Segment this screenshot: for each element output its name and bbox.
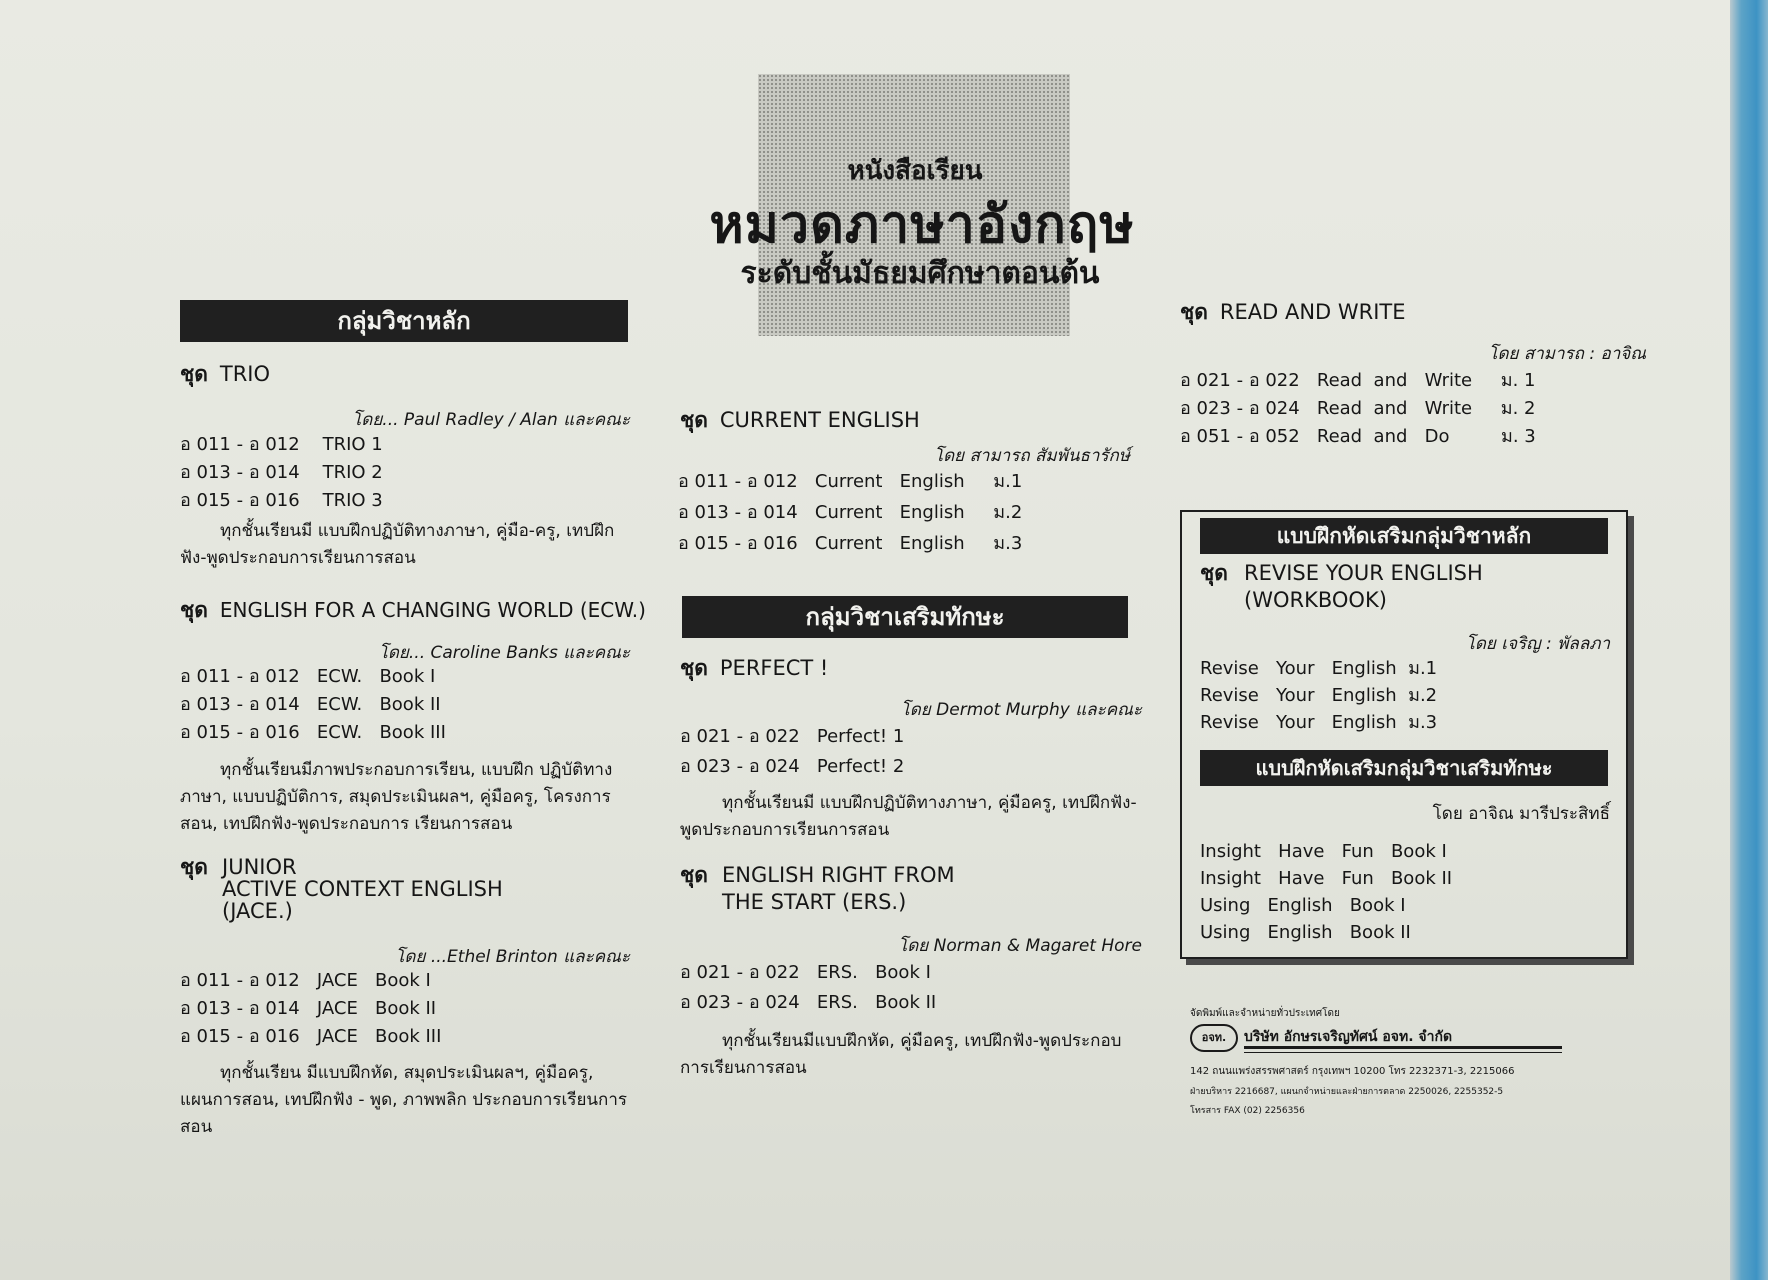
list-item: อ 011 - อ 012 JACE Book I <box>180 970 431 991</box>
series-current <box>680 404 920 437</box>
list-item: อ 015 - อ 016 TRIO 3 <box>180 490 383 511</box>
series-ecw <box>180 594 646 627</box>
byline-ecw: โดย... Caroline Banks และคณะ <box>378 643 630 663</box>
list-item: อ 015 - อ 016 JACE Book III <box>180 1026 442 1047</box>
series-prefix: ชุด <box>180 598 208 622</box>
byline-insight: โดย อาจิณ มารีประสิทธิ์ <box>1432 804 1610 824</box>
list-item: อ 023 - อ 024 ERS. Book II <box>680 992 937 1013</box>
series-title-line: (WORKBOOK) <box>1244 588 1387 612</box>
byline-jace: โดย ...Ethel Brinton และคณะ <box>395 947 630 967</box>
series-title-line: REVISE YOUR ENGLISH <box>1244 561 1483 585</box>
series-title-line: (JACE.) <box>222 899 293 923</box>
list-item: อ 013 - อ 014 ECW. Book II <box>180 694 441 715</box>
series-title: ENGLISH FOR A CHANGING WORLD (ECW.) <box>219 598 646 622</box>
series-prefix: ชุด <box>180 362 208 386</box>
items-ers <box>680 958 936 1018</box>
list-item: อ 015 - อ 016 Current English ม.3 <box>678 533 1023 554</box>
list-item: อ 021 - อ 022 ERS. Book I <box>680 962 931 983</box>
group-bar-core: กลุ่มวิชาหลัก <box>180 300 628 342</box>
note-jace: ทุกชั้นเรียน มีแบบฝึกหัด, สมุดประเมินผลฯ, คู่มือครู, แผนการสอน, เทปฝึกฟัง - พูด, ภาพพลิก ประกอบการเรียนการสอน <box>180 1063 628 1137</box>
book-cover-edge <box>1730 0 1768 1280</box>
publisher-distribution-note: จัดพิมพ์และจำหน่ายทั่วประเทศโดย <box>1190 1008 1340 1019</box>
series-title: READ AND WRITE <box>1219 300 1406 324</box>
list-item: อ 011 - อ 012 TRIO 1 <box>180 434 383 455</box>
byline-current: โดย สามารถ สัมพันธารักษ์ <box>934 446 1130 466</box>
series-prefix: ชุด <box>180 855 208 879</box>
workbook-bar-core: แบบฝึกหัดเสริมกลุ่มวิชาหลัก <box>1200 518 1608 554</box>
byline-trio: โดย... Paul Radley / Alan และคณะ <box>352 410 630 430</box>
list-item: Insight Have Fun Book II <box>1200 868 1453 889</box>
header-small-title: หนังสือเรียน <box>847 156 983 186</box>
byline-ers: โดย Norman & Magaret Hore <box>898 936 1142 956</box>
series-read-write <box>1180 296 1406 329</box>
note-ecw: ทุกชั้นเรียนมีภาพประกอบการเรียน, แบบฝึก ปฏิบัติทางภาษา, แบบปฏิบัติการ, สมุดประเมินผลฯ, คู่มือครู, โครงการสอน, เทปฝึกฟัง-พูดประกอบการ เรียนการสอน <box>180 760 613 834</box>
publisher-rule-thin <box>1244 1052 1562 1053</box>
list-item: อ 013 - อ 014 JACE Book II <box>180 998 437 1019</box>
series-revise <box>1200 560 1483 614</box>
items-read-write <box>1180 367 1536 451</box>
series-title: PERFECT ! <box>719 656 829 680</box>
items-trio <box>180 431 383 515</box>
publisher-phones: ฝ่ายบริหาร 2216687, แผนกจำหน่ายและฝ่ายการตลาด 2250026, 2255352-5 <box>1190 1087 1504 1097</box>
publisher-fax: โทรสาร FAX (02) 2256356 <box>1190 1106 1305 1116</box>
series-title-line: ENGLISH RIGHT FROM <box>722 863 955 887</box>
series-jace <box>180 856 503 922</box>
series-prefix: ชุด <box>680 656 708 680</box>
series-title-line: THE START (ERS.) <box>722 890 907 914</box>
items-current <box>678 466 1022 559</box>
list-item: อ 023 - อ 024 Perfect! 2 <box>680 756 905 777</box>
items-perfect <box>680 722 904 782</box>
series-prefix: ชุด <box>1180 300 1208 324</box>
list-item: อ 051 - อ 052 Read and Do ม. 3 <box>1180 426 1536 447</box>
publisher-rule <box>1244 1046 1562 1049</box>
publisher-logo <box>1190 1024 1238 1052</box>
publisher-address: 142 ถนนแพร่งสรรพศาสตร์ กรุงเทพฯ 10200 โทร 2232371-3, 2215066 <box>1190 1066 1515 1077</box>
series-perfect <box>680 652 828 685</box>
list-item: Revise Your English ม.3 <box>1200 712 1438 733</box>
list-item: อ 023 - อ 024 Read and Write ม. 2 <box>1180 398 1536 419</box>
series-title-line: JUNIOR <box>222 855 297 879</box>
series-prefix: ชุด <box>1200 561 1228 585</box>
header-subtitle: ระดับชั้นมัธยมศึกษาตอนต้น <box>740 256 1100 291</box>
publisher-name: บริษัท อักษรเจริญทัศน์ อจท. จำกัด <box>1244 1029 1453 1045</box>
list-item: อ 011 - อ 012 Current English ม.1 <box>678 471 1023 492</box>
series-title-line: ACTIVE CONTEXT ENGLISH <box>222 877 503 901</box>
list-item: อ 021 - อ 022 Read and Write ม. 1 <box>1180 370 1536 391</box>
list-item: อ 013 - อ 014 TRIO 2 <box>180 462 383 483</box>
items-jace <box>180 967 441 1051</box>
note-ers: ทุกชั้นเรียนมีแบบฝึกหัด, คู่มือครู, เทปฝึกฟัง-พูดประกอบการเรียนการสอน <box>680 1031 1122 1078</box>
series-title: TRIO <box>219 362 271 386</box>
items-insight <box>1200 838 1452 946</box>
list-item: อ 021 - อ 022 Perfect! 1 <box>680 726 905 747</box>
series-prefix: ชุด <box>680 408 708 432</box>
list-item: Using English Book II <box>1200 922 1411 943</box>
list-item: อ 011 - อ 012 ECW. Book I <box>180 666 436 687</box>
series-prefix: ชุด <box>680 863 708 887</box>
note-perfect: ทุกชั้นเรียนมี แบบฝึกปฏิบัติทางภาษา, คู่มือครู, เทปฝึกฟัง-พูดประกอบการเรียนการสอน <box>680 793 1137 840</box>
list-item: Insight Have Fun Book I <box>1200 841 1447 862</box>
note-trio: ทุกชั้นเรียนมี แบบฝึกปฏิบัติทางภาษา, คู่มือ-ครู, เทปฝึกฟัง-พูดประกอบการเรียนการสอน <box>180 521 615 568</box>
list-item: Using English Book I <box>1200 895 1406 916</box>
list-item: Revise Your English ม.1 <box>1200 658 1438 679</box>
series-trio <box>180 358 270 391</box>
list-item: Revise Your English ม.2 <box>1200 685 1438 706</box>
group-bar-skills: กลุ่มวิชาเสริมทักษะ <box>682 596 1128 638</box>
byline-read-write: โดย สามารถ : อาจิณ <box>1488 344 1646 364</box>
byline-perfect: โดย Dermot Murphy และคณะ <box>900 700 1142 720</box>
items-revise <box>1200 655 1437 736</box>
workbook-bar-skills: แบบฝึกหัดเสริมกลุ่มวิชาเสริมทักษะ <box>1200 750 1608 786</box>
items-ecw <box>180 663 446 747</box>
byline-revise: โดย เจริญ : พัลลภา <box>1465 634 1610 654</box>
list-item: อ 013 - อ 014 Current English ม.2 <box>678 502 1023 523</box>
series-title: CURRENT ENGLISH <box>719 408 920 432</box>
publisher-logo-text: อจท. <box>1201 1031 1227 1044</box>
series-ers <box>680 862 955 916</box>
header-main-title: หมวดภาษาอังกฤษ <box>709 195 1135 255</box>
list-item: อ 015 - อ 016 ECW. Book III <box>180 722 446 743</box>
